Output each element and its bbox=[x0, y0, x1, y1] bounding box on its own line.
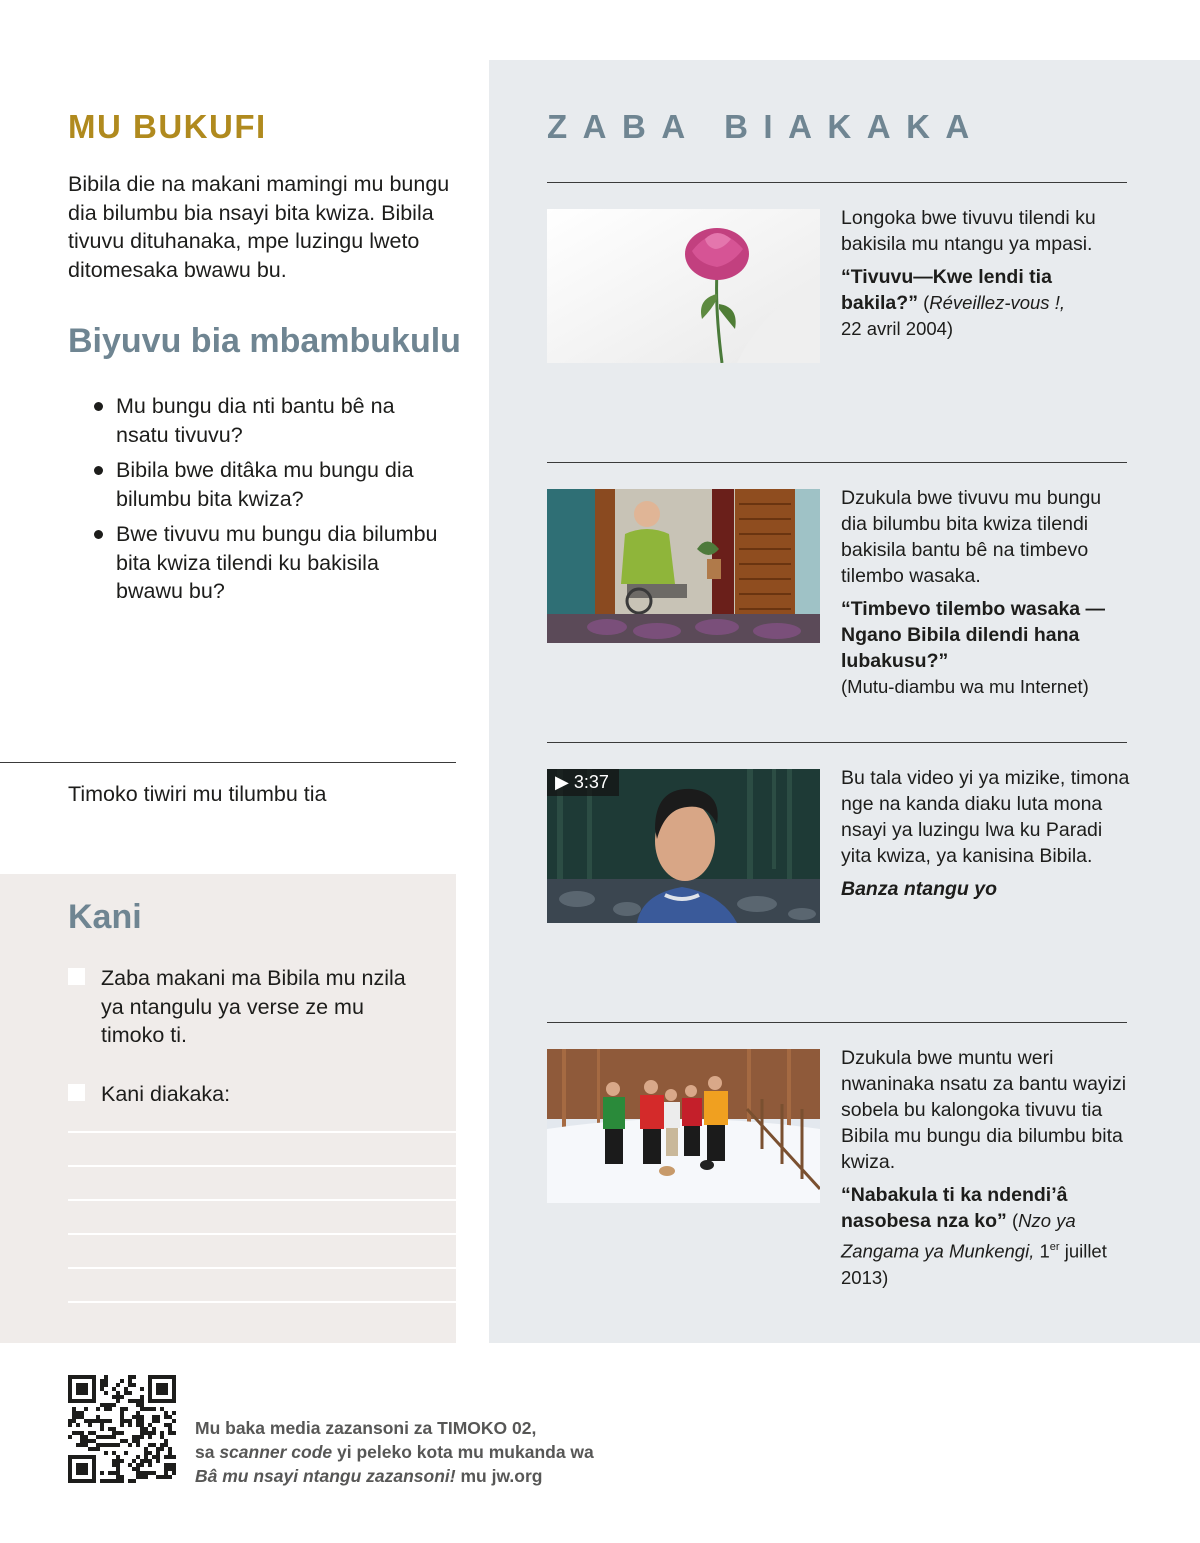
entry-link[interactable]: “Tivuvu—Kwe lendi tia bakila?” bbox=[841, 266, 1052, 314]
divider bbox=[547, 182, 1127, 183]
write-line[interactable] bbox=[68, 1233, 456, 1235]
checkbox[interactable] bbox=[68, 1084, 85, 1101]
recorded-note: Timoko tiwiri mu tilumbu tia bbox=[68, 782, 327, 806]
brochure-title: Bâ mu nsayi ntangu zazansoni! bbox=[195, 1466, 456, 1486]
related-entry: Dzukula bwe muntu weri nwaninaka nsatu za bantu wayizi sobela bu kalongoka tivuvu tia Bibila mu bungu dia bilumbu bita kwiza. “Nabakula ti ka ndendi’â nasobesa nza ko” (Nzo ya Zangama ya Munkengi, 1er juillet 2013) bbox=[841, 1045, 1131, 1291]
entry-link[interactable]: Banza ntangu yo bbox=[841, 878, 998, 900]
question-item: Bibila bwe ditâka mu bungu dia bilumbu bita kwiza? bbox=[92, 456, 442, 513]
man-in-wheelchair-photo[interactable] bbox=[547, 489, 820, 643]
divider bbox=[547, 742, 1127, 743]
man-looking-up-video[interactable] bbox=[547, 769, 820, 923]
question-item: Bwe tivuvu mu bungu dia bilumbu bita kwiza tilendi ku bakisila bwawu bu? bbox=[92, 520, 442, 606]
bullet-icon bbox=[94, 466, 103, 475]
summary-body: Bibila die na makani mamingi mu bungu dia bilumbu bia nsayi bita kwiza. Bibila tivuvu dituhanaka, mpe luzingu lweto ditomesaka bwawu bu. bbox=[68, 172, 450, 282]
kani-item-other[interactable]: Kani diakaka: bbox=[68, 1080, 428, 1109]
write-line[interactable] bbox=[68, 1301, 456, 1303]
footer-note: Mu baka media zazansoni za TIMOKO 02, sa scanner code yi peleko kota mu mukanda wa Bâ mu nsayi ntangu zazansoni! mu jw.org bbox=[195, 1418, 594, 1486]
checkbox[interactable] bbox=[68, 968, 85, 985]
entry-link[interactable]: “Timbevo tilembo wasaka —Ngano Bibila dilendi hana lubakusu?” bbox=[841, 598, 1106, 672]
write-line[interactable] bbox=[68, 1165, 456, 1167]
related-title: ZABA BIAKAKA bbox=[547, 108, 985, 145]
entry-link[interactable]: “Nabakula ti ka ndendi’â nasobesa nza ko” bbox=[841, 1184, 1068, 1232]
entry-description: Longoka bwe tivuvu tilendi ku bakisila mu ntangu ya mpasi. bbox=[841, 207, 1096, 255]
kani-title: Kani bbox=[68, 898, 142, 936]
divider bbox=[547, 1022, 1127, 1023]
related-entry bbox=[841, 765, 1131, 902]
divider bbox=[547, 462, 1127, 463]
questions-title: Biyuvu bia mbambukulu bbox=[68, 322, 461, 360]
kani-item-review[interactable]: Zaba makani ma Bibila mu nzila ya ntangulu ya verse ze mu timoko ti. bbox=[68, 964, 428, 1050]
divider bbox=[0, 762, 456, 763]
entry-description: Bu tala video yi ya mizike, timona nge na kanda diaku luta mona nsayi ya luzingu lwa ku Paradi yita kwiza, ya kanisina Bibila. bbox=[841, 767, 1130, 867]
entry-description: Dzukula bwe muntu weri nwaninaka nsatu za bantu wayizi sobela bu kalongoka tivuvu tia Bibila mu bungu dia bilumbu bita kwiza. bbox=[841, 1047, 1127, 1173]
related-entry: Longoka bwe tivuvu tilendi ku bakisila mu ntangu ya mpasi. “Tivuvu—Kwe lendi tia bakila?” (Réveillez-vous !, 22 avril 2004) bbox=[841, 205, 1131, 342]
questions-list bbox=[92, 392, 442, 613]
publication-date: juillet 2013) bbox=[841, 1240, 1107, 1288]
entry-description: Dzukula bwe tivuvu mu bungu dia bilumbu bita kwiza tilendi bakisila bantu bê na timbevo tilembo wasaka. bbox=[841, 487, 1102, 587]
play-icon: ▶ bbox=[555, 772, 569, 792]
related-entry bbox=[841, 485, 1131, 700]
pink-flower-photo[interactable] bbox=[547, 209, 820, 363]
write-line[interactable] bbox=[68, 1131, 456, 1133]
publication-name: Réveillez-vous !, bbox=[929, 292, 1065, 313]
publication-date: 22 avril 2004) bbox=[841, 318, 954, 339]
publication-name: Nzo ya Zangama ya Munkengi, bbox=[841, 1210, 1076, 1262]
bullet-icon bbox=[94, 530, 103, 539]
write-line[interactable] bbox=[68, 1267, 456, 1269]
summary-title: MU BUKUFI bbox=[68, 108, 267, 145]
video-duration-badge: ▶ 3:37 bbox=[547, 769, 619, 796]
kani-panel bbox=[0, 874, 456, 1343]
question-item: Mu bungu dia nti bantu bê na nsatu tivuvu? bbox=[92, 392, 442, 449]
write-line[interactable] bbox=[68, 1199, 456, 1201]
family-walking-in-snow-photo[interactable] bbox=[547, 1049, 820, 1203]
publication-name: (Mutu-diambu wa mu Internet) bbox=[841, 676, 1089, 697]
bullet-icon bbox=[94, 402, 103, 411]
qr-code[interactable] bbox=[68, 1375, 176, 1483]
